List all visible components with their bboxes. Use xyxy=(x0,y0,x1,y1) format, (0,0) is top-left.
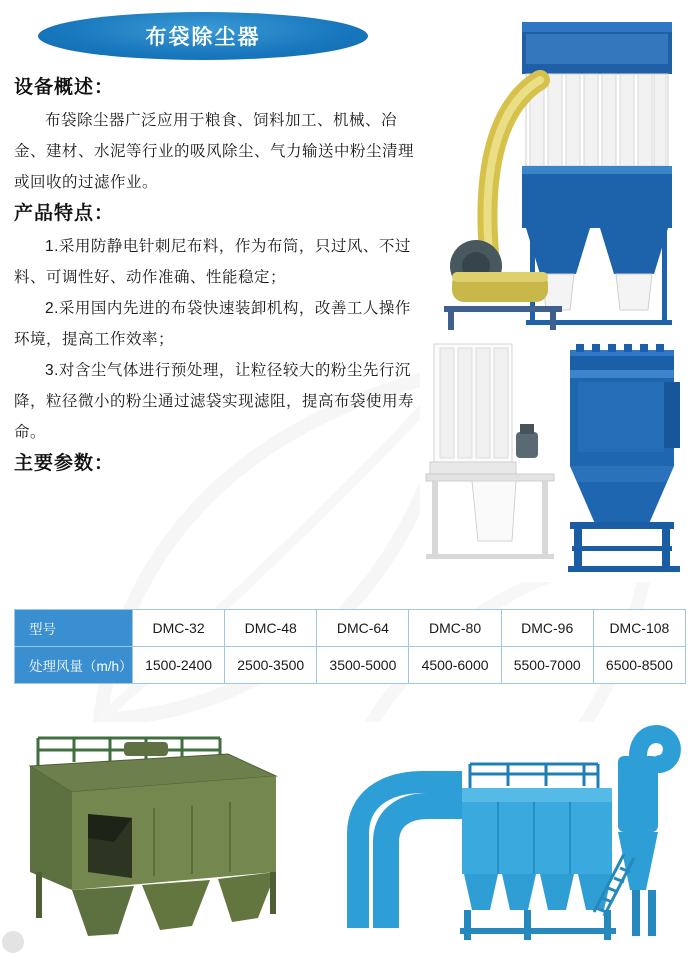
product-photo-bottom-left xyxy=(14,722,290,944)
parameters-table-wrap xyxy=(14,609,686,684)
parameters-table xyxy=(14,609,686,684)
section-heading-features: 产品特点： xyxy=(14,203,115,224)
feature-item-2: 2.采用国内先进的布袋快速装卸机构，改善工人操作环境，提高工作效率； xyxy=(14,300,411,348)
table-cell: DMC-64 xyxy=(317,610,409,647)
table-cell: 6500-8500 xyxy=(593,647,685,684)
section-heading-overview: 设备概述： xyxy=(14,77,115,98)
product-photo-bottom-right xyxy=(312,722,688,946)
corner-watermark-dot xyxy=(2,931,24,953)
table-cell: 4500-6000 xyxy=(409,647,501,684)
table-cell: DMC-108 xyxy=(593,610,685,647)
table-cell: DMC-96 xyxy=(501,610,593,647)
feature-item-1: 1.采用防静电针刺尼布料，作为布筒，只过风、不过料、可调性好、动作准确、性能稳定； xyxy=(14,238,411,286)
table-cell: DMC-80 xyxy=(409,610,501,647)
page-title-banner xyxy=(38,12,368,60)
table-row-header-airflow: 处理风量（m/h） xyxy=(15,647,133,684)
section-heading-parameters: 主要参数： xyxy=(14,453,115,474)
table-cell: 3500-5000 xyxy=(317,647,409,684)
table-cell: DMC-48 xyxy=(225,610,317,647)
table-cell: DMC-32 xyxy=(133,610,225,647)
overview-paragraph: 布袋除尘器广泛应用于粮食、饲料加工、机械、冶金、建材、水泥等行业的吸风除尘、气力输送中粉尘清理或回收的过滤作业。 xyxy=(14,112,415,191)
product-photo-mid-right xyxy=(420,336,688,582)
feature-item-3: 3.对含尘气体进行预处理，让粒径较大的粉尘先行沉降，粒径微小的粉尘通过滤袋实现滤阻，提高布袋使用寿命。 xyxy=(14,362,415,441)
table-row xyxy=(15,610,686,647)
table-cell: 5500-7000 xyxy=(501,647,593,684)
table-row-header-model: 型号 xyxy=(15,610,133,647)
content-column xyxy=(14,72,426,481)
table-cell: 1500-2400 xyxy=(133,647,225,684)
product-photo-top-right xyxy=(430,14,688,332)
table-cell: 2500-3500 xyxy=(225,647,317,684)
table-row xyxy=(15,647,686,684)
page-title: 布袋除尘器 xyxy=(145,26,261,49)
